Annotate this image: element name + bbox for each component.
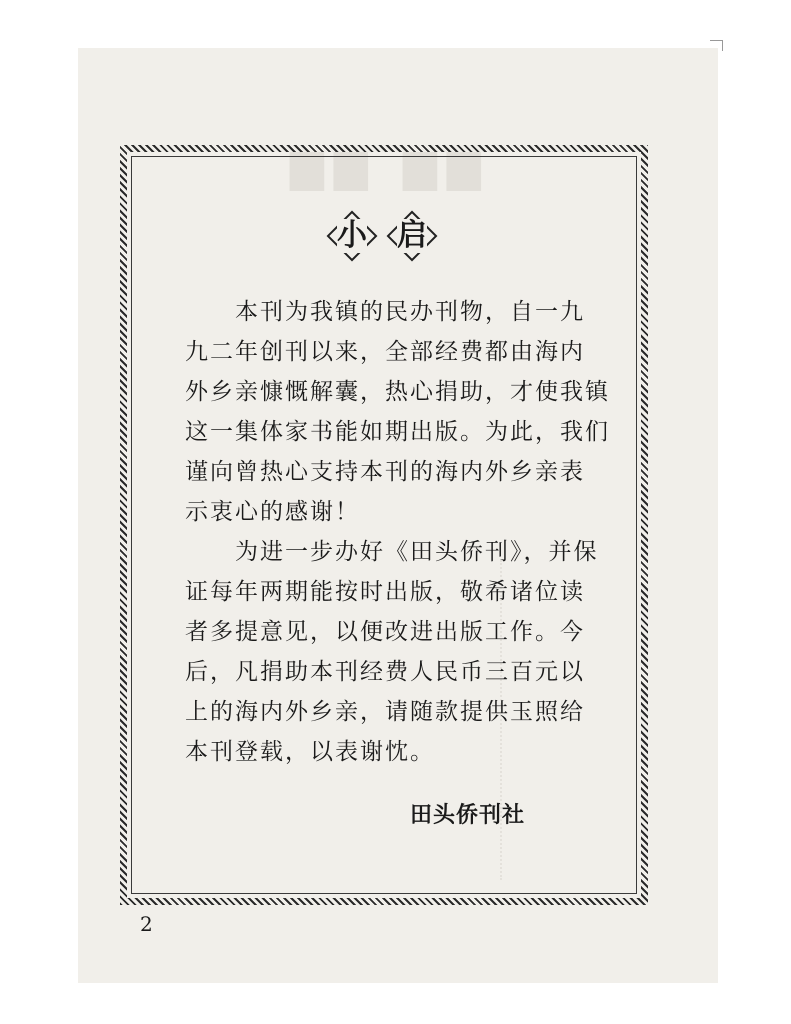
paragraph-1-line: 九二年创刊以来，全部经费都由海内 (185, 339, 585, 365)
title-char-diamond (326, 210, 378, 262)
bleed-through-heading: ▇▇ ▇▇ (290, 140, 491, 191)
paragraph-1-line: 这一集体家书能如期出版。为此，我们 (185, 419, 610, 445)
signature: 田头侨刊社 (410, 803, 526, 828)
paragraph-1-line: 本刊为我镇的民办刊物，自一九 (235, 299, 585, 325)
paragraph-2-line: 本刊登载，以表谢忱。 (185, 739, 435, 765)
page-number: 2 (140, 912, 153, 936)
title-char: 启 (397, 218, 427, 253)
notice-title (326, 210, 438, 262)
paragraph-1-line: 外乡亲慷慨解囊，热心捐助，才使我镇 (185, 379, 610, 405)
crop-mark (710, 40, 723, 51)
paragraph-2-line: 者多提意见，以便改进出版工作。今 (185, 619, 585, 645)
paragraph-2-line: 为进一步办好《田头侨刊》，并保 (235, 539, 599, 565)
paragraph-1-line: 谨向曾热心支持本刊的海内外乡亲表 (185, 459, 585, 485)
paragraph-2-line: 证每年两期能按时出版，敬希诸位读 (185, 579, 585, 605)
paragraph-2-line: 后，凡捐助本刊经费人民币三百元以 (185, 659, 585, 685)
title-char: 小 (337, 218, 367, 253)
notice-body (185, 292, 615, 772)
paragraph-2-line: 上的海内外乡亲，请随款提供玉照给 (185, 699, 585, 725)
title-char-diamond (386, 210, 438, 262)
paragraph-1-line: 示衷心的感谢！ (185, 499, 360, 525)
